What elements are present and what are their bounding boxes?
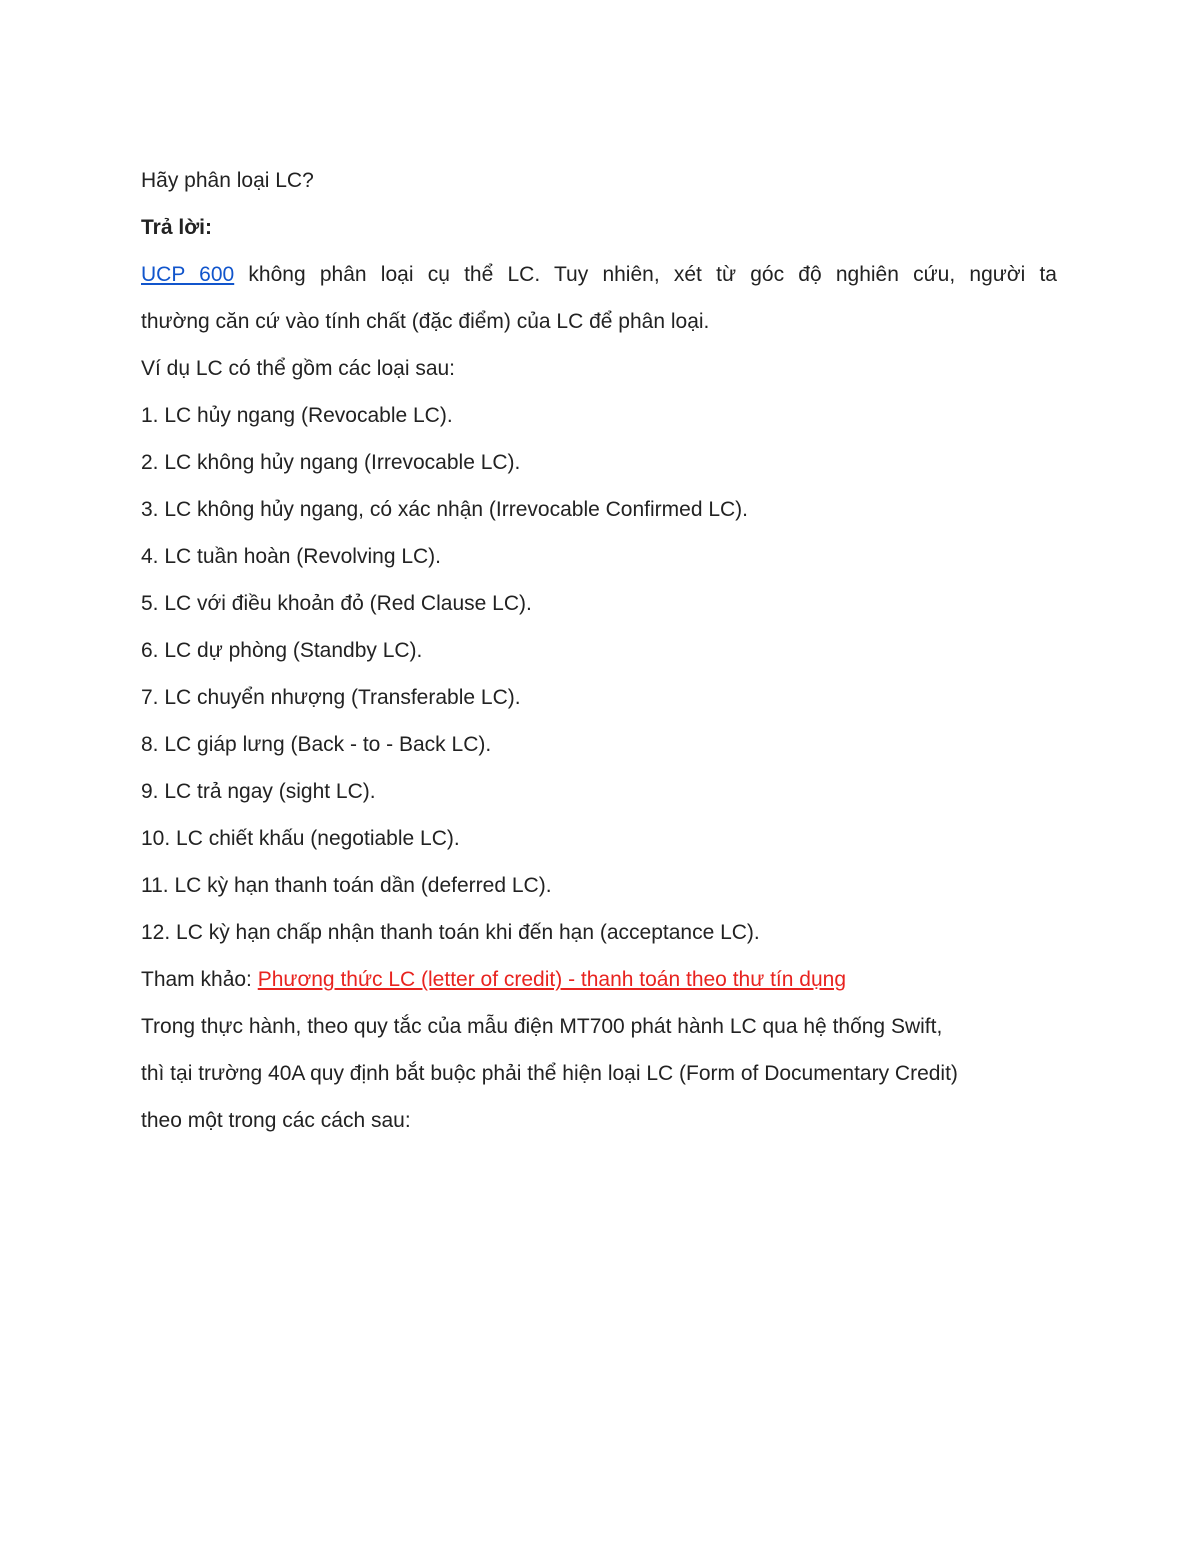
- intro-line-1-text: không phân loại cụ thể LC. Tuy nhiên, xét từ góc độ nghiên cứu, người ta: [234, 263, 1057, 286]
- answer-label: Trả lời:: [141, 216, 212, 239]
- closing-line-2: thì tại trường 40A quy định bắt buộc phải thể hiện loại LC (Form of Documentary Credit): [141, 1062, 958, 1085]
- question-line: Hãy phân loại LC?: [141, 169, 314, 192]
- intro-line-2: thường căn cứ vào tính chất (đặc điểm) của LC để phân loại.: [141, 310, 710, 333]
- lc-type-item: 6. LC dự phòng (Standby LC).: [141, 639, 423, 662]
- intro-line-1: [141, 251, 1057, 298]
- lc-type-item: 7. LC chuyển nhượng (Transferable LC).: [141, 686, 521, 709]
- example-heading: Ví dụ LC có thể gồm các loại sau:: [141, 357, 456, 380]
- reference-line: [141, 956, 1057, 1003]
- lc-type-item: 9. LC trả ngay (sight LC).: [141, 780, 376, 803]
- lc-type-item: 4. LC tuần hoàn (Revolving LC).: [141, 545, 441, 568]
- lc-type-item: 2. LC không hủy ngang (Irrevocable LC).: [141, 451, 521, 474]
- reference-link[interactable]: Phương thức LC (letter of credit) - thanh toán theo thư tín dụng: [257, 968, 847, 991]
- lc-type-item: 5. LC với điều khoản đỏ (Red Clause LC).: [141, 592, 532, 615]
- lc-type-item: 10. LC chiết khấu (negotiable LC).: [141, 827, 460, 850]
- reference-label: Tham khảo:: [141, 968, 258, 991]
- ucp600-link[interactable]: UCP 600: [141, 263, 235, 286]
- lc-type-item: 11. LC kỳ hạn thanh toán dần (deferred LC).: [141, 874, 552, 897]
- lc-type-item: 8. LC giáp lưng (Back - to - Back LC).: [141, 733, 492, 756]
- closing-line-1: Trong thực hành, theo quy tắc của mẫu điện MT700 phát hành LC qua hệ thống Swift,: [141, 1015, 943, 1038]
- document-page: [141, 157, 1057, 1144]
- closing-line-3: theo một trong các cách sau:: [141, 1109, 411, 1132]
- lc-type-item: 12. LC kỳ hạn chấp nhận thanh toán khi đến hạn (acceptance LC).: [141, 921, 760, 944]
- lc-type-item: 3. LC không hủy ngang, có xác nhận (Irrevocable Confirmed LC).: [141, 498, 749, 521]
- lc-type-item: 1. LC hủy ngang (Revocable LC).: [141, 404, 453, 427]
